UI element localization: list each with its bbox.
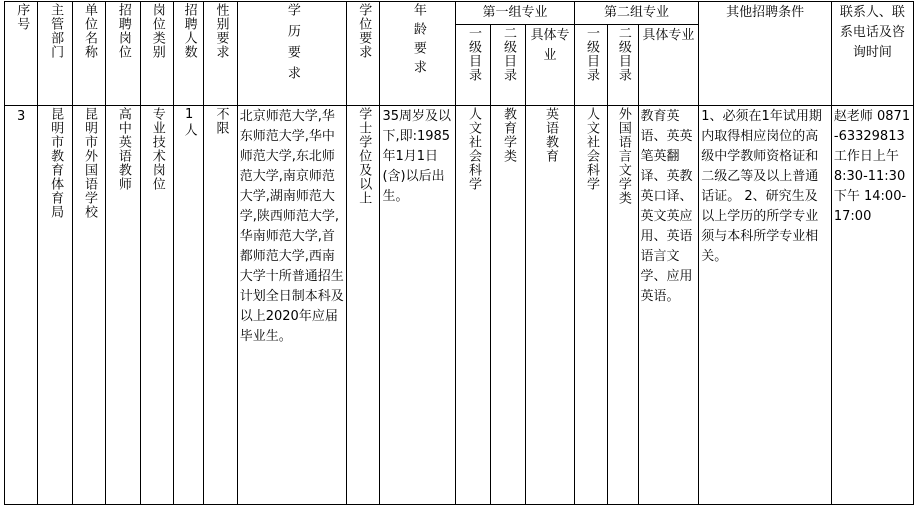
header-g1-level1: 一级目录 — [456, 25, 490, 106]
cell-degree: 学士学位及以上 — [347, 106, 380, 505]
cell-g2-specific: 教育英语、英英笔英翻译、英教英口译、英文英应用、英语语言文学、应用英语。 — [638, 106, 699, 505]
header-position-type: 岗位类别 — [140, 2, 173, 106]
cell-count: 1人 — [173, 106, 203, 505]
table-row — [5, 106, 914, 505]
cell-g2-level1: 人文社会科学 — [574, 106, 607, 505]
cell-position: 高中英语教师 — [106, 106, 140, 505]
cell-education: 北京师范大学,华东师范大学,华中师范大学,东北师范大学,南京师范大学,湖南师范大学,陕西师范大学,华南师范大学,首都师范大学,西南大学十所普通招生计划全日制本科及以上2020年应届毕业生。 — [237, 106, 346, 505]
header-seq: 序号 — [5, 2, 38, 106]
header-group1: 第一组专业 — [456, 2, 574, 25]
recruitment-table — [4, 1, 914, 505]
cell-g2-level2: 外国语言文学类 — [608, 106, 638, 505]
header-g1-level2: 二级目录 — [490, 25, 525, 106]
header-department: 主管部门 — [38, 2, 72, 106]
header-g2-level1: 一级目录 — [574, 25, 607, 106]
header-g2-level2: 二级目录 — [608, 25, 638, 106]
header-age: 年龄要求 — [380, 2, 456, 106]
cell-contact: 赵老师 0871-63329813 工作日上午8:30-11:30 下午 14:00-17:00 — [831, 106, 913, 505]
header-count: 招聘人数 — [173, 2, 203, 106]
cell-g1-level1: 人文社会科学 — [456, 106, 490, 505]
header-other-conditions: 其他招聘条件 — [699, 2, 832, 106]
cell-other-conditions: 1、必须在1年试用期内取得相应岗位的高级中学教师资格证和二级乙等及以上普通话证。 2、研究生及以上学历的所学专业须与本科所学专业相关。 — [699, 106, 832, 505]
cell-position-type: 专业技术岗位 — [140, 106, 173, 505]
cell-unit-name: 昆明市外国语学校 — [72, 106, 105, 505]
cell-gender: 不限 — [204, 106, 237, 505]
header-row-top — [5, 2, 914, 25]
header-education: 学历要求 — [237, 2, 346, 106]
header-group2: 第二组专业 — [574, 2, 699, 25]
cell-department: 昆明市教育体育局 — [38, 106, 72, 505]
cell-age: 35周岁及以下,即:1985年1月1日(含)以后出生。 — [380, 106, 456, 505]
cell-g1-level2: 教育学类 — [490, 106, 525, 505]
header-g2-specific: 具体专业 — [638, 25, 699, 106]
cell-g1-specific: 英语教育 — [526, 106, 575, 505]
cell-seq: 3 — [5, 106, 38, 505]
header-contact: 联系人、联系电话及咨询时间 — [831, 2, 913, 106]
header-g1-specific: 具体专业 — [526, 25, 575, 106]
header-degree: 学位要求 — [347, 2, 380, 106]
header-gender: 性别要求 — [204, 2, 237, 106]
header-unit-name: 单位名称 — [72, 2, 105, 106]
header-position: 招聘岗位 — [106, 2, 140, 106]
